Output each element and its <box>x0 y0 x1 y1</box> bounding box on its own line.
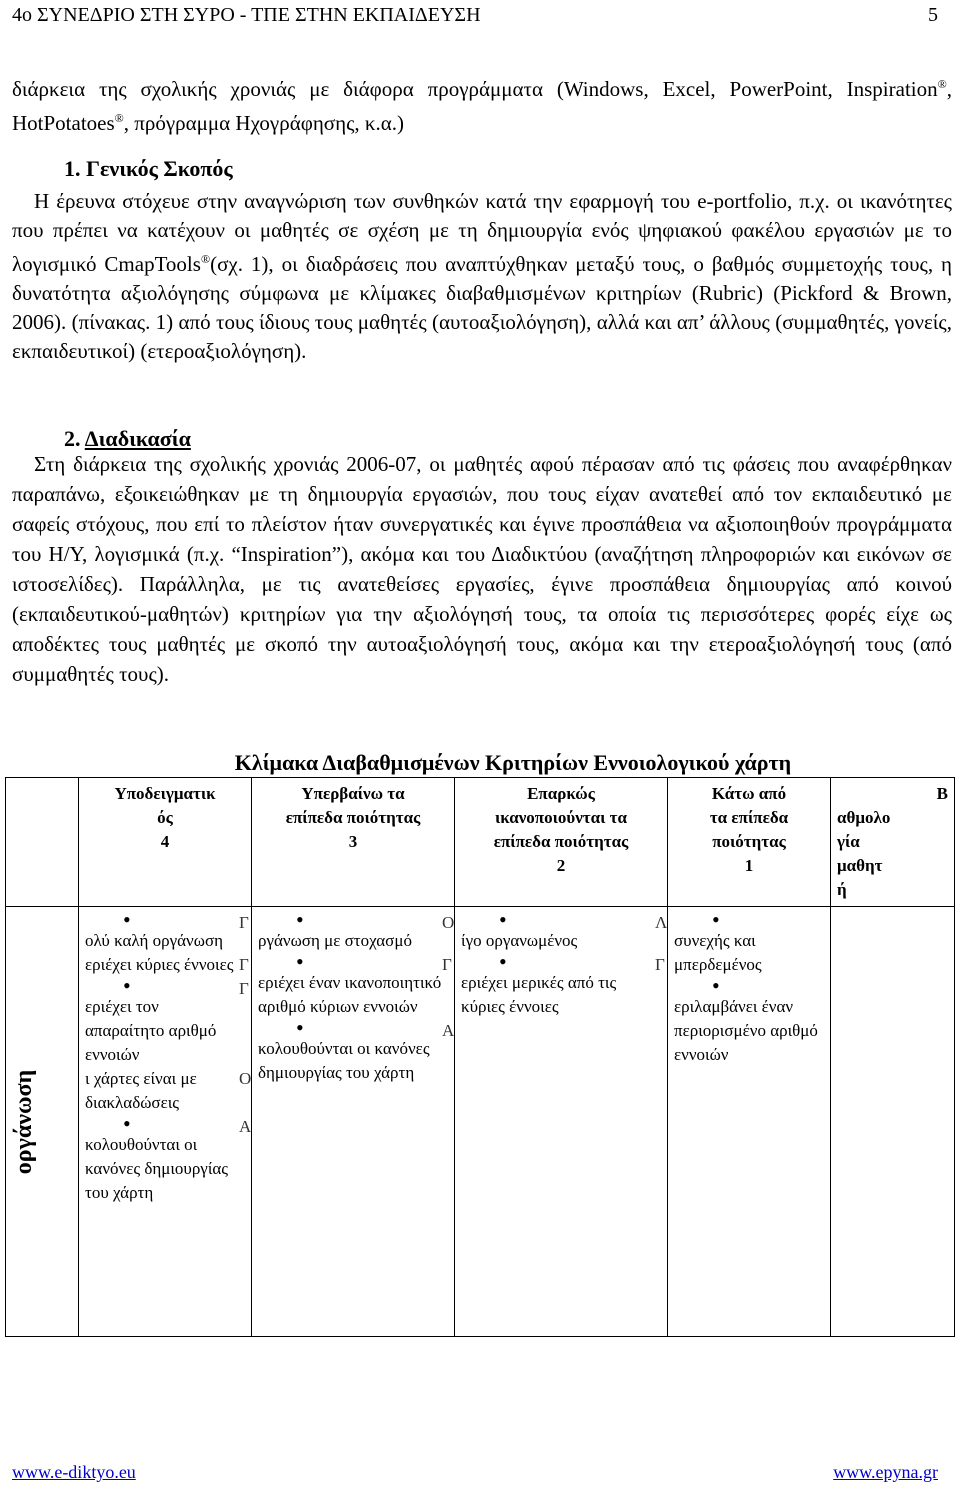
criterion-item: • συνεχής και μπερδεμένος <box>674 907 762 974</box>
criterion-item: Γ • ολύ καλή οργάνωση <box>85 907 249 950</box>
footer-link-epyna[interactable]: www.epyna.gr <box>833 1462 938 1482</box>
cell-level-3 <box>252 907 455 1337</box>
criterion-item: Α • κολουθούνται οι κανόνες δημιουργίας του χάρτη <box>85 1111 251 1202</box>
criterion-item: Γ • εριέχει τον απαραίτητο αριθμό εννοιών <box>85 973 249 1064</box>
intro-paragraph: διάρκεια της σχολικής χρονιάς με διάφορα προγράμματα (Windows, Excel, PowerPoint, Inspiration®, HotPotatoes®, πρόγραμμα Ηχογράφησης, κ.α.) <box>12 77 952 135</box>
rubric-table <box>5 777 955 1337</box>
section2-body: Στη διάρκεια της σχολικής χρονιάς 2006-07, οι μαθητές αφού πέρασαν από τις φάσεις που αναφέρθηκαν παραπάνω, εξοικειώθηκαν με τη δημιουργία εργασιών, που τους είχαν ανατεθεί από τον εκπαιδευτικό με σαφείς στόχους, που επί το πλείστον ήταν συνεργατικές και έγινε προσπάθεια να αξιοποιηθούν προγράμματα του Η/Υ, λογισμικά (π.χ. “Inspiration”), ακόμα και του Διαδικτύου (αναζήτηση πληροφοριών και εικόνων σε ιστοσελίδες). Παράλληλα, με τις ανατεθείσες εργασίες, έγινε προσπάθεια δημιουργίας από κοινού (εκπαιδευτικού-μαθητών) κριτηρίων για την αξιολόγησή τους, τα οποία τις περισσότερες φορές είχε ως αποδέκτες τους μαθητές με σκοπό την αυτοαξιολόγησή τους, ακόμα και την ετεροαξιολόγησή τους (από συμμαθητές τους). <box>12 452 952 686</box>
header-cell-3: Υπερβαίνω τα επίπεδα ποιότητας 3 <box>252 778 455 907</box>
header-empty-cell <box>6 778 79 907</box>
section1-title: 1. Γενικός Σκοπός <box>64 156 233 181</box>
criterion-item: Α • κολουθούνται οι κανόνες δημιουργίας του χάρτη <box>258 1015 454 1082</box>
page-number: 5 <box>928 4 938 26</box>
criterion-item: Ο ι χάρτες είναι με διακλαδώσεις <box>85 1069 251 1112</box>
header-cell-2: Επαρκώς ικανοποιούνται τα επίπεδα ποιότητας 2 <box>455 778 668 907</box>
footer-link-ediktyo[interactable]: www.e-diktyo.eu <box>12 1462 136 1482</box>
cell-level-4 <box>79 907 252 1337</box>
criterion-item: Λ • ίγο οργανωμένος <box>461 907 667 950</box>
table-title: Κλίμακα Διαβαθμισμένων Κριτηρίων Εννοιολογικού χάρτη <box>234 750 792 775</box>
criterion-item: Γ • εριέχει έναν ικανοποιητικό αριθμό κύριων εννοιών <box>258 949 452 1016</box>
cell-level-2 <box>455 907 668 1337</box>
criterion-item: Γ • εριέχει μερικές από τις κύριες έννοιες <box>461 949 665 1016</box>
cell-grade <box>831 907 955 1337</box>
section1-body: Η έρευνα στόχευε στην αναγνώριση των συνθηκών κατά την εφαρμογή του e-portfolio, π.χ. οι ικανότητες που πρέπει να κατέχουν οι μαθητές σε σχέση με τη δημιουργία ενός ψηφιακού φακέλου εργασιών με το λογισμικό CmapTools®(σχ. 1), οι διαδράσεις που αναπτύχθηκαν μεταξύ τους, ο βαθμός συμμετοχής τους, η δυνατότητα αξιολόγησης σύμφωνα με κλίμακες διαβαθμισμένων κριτηρίων (Rubric) (Pickford & Brown, 2006). (πίνακας. 1) από τους ίδιους τους μαθητές (αυτοαξιολόγηση), αλλά και απ’ άλλους (συμμαθητές, γονείς, εκπαιδευτικοί) (ετεροαξιολόγηση). <box>12 189 952 363</box>
criterion-item: • εριλαμβάνει έναν περιορισμένο αριθμό εννοιών <box>674 973 818 1064</box>
row-label-cell <box>6 907 79 1337</box>
cell-level-1 <box>668 907 831 1337</box>
row-label: οργάνωση <box>11 1069 37 1174</box>
section2-title: 2. Διαδικασία <box>64 426 191 451</box>
running-header: 4ο ΣΥΝΕΔΡΙΟ ΣΤΗ ΣΥΡΟ - ΤΠΕ ΣΤΗΝ ΕΚΠΑΙΔΕΥΣΗ <box>12 4 481 26</box>
header-cell-1: Κάτω από τα επίπεδα ποιότητας 1 <box>668 778 831 907</box>
header-cell-4: Υποδειγματικ ός 4 <box>79 778 252 907</box>
criterion-item: Ο • ργάνωση με στοχασμό <box>258 907 454 950</box>
table-header-row <box>6 778 955 907</box>
header-cell-grade: Β αθμολο γία μαθητ ή <box>831 778 955 907</box>
criterion-item: Γ εριέχει κύριες έννοιες <box>85 955 249 974</box>
table-row-organization <box>6 907 955 1337</box>
